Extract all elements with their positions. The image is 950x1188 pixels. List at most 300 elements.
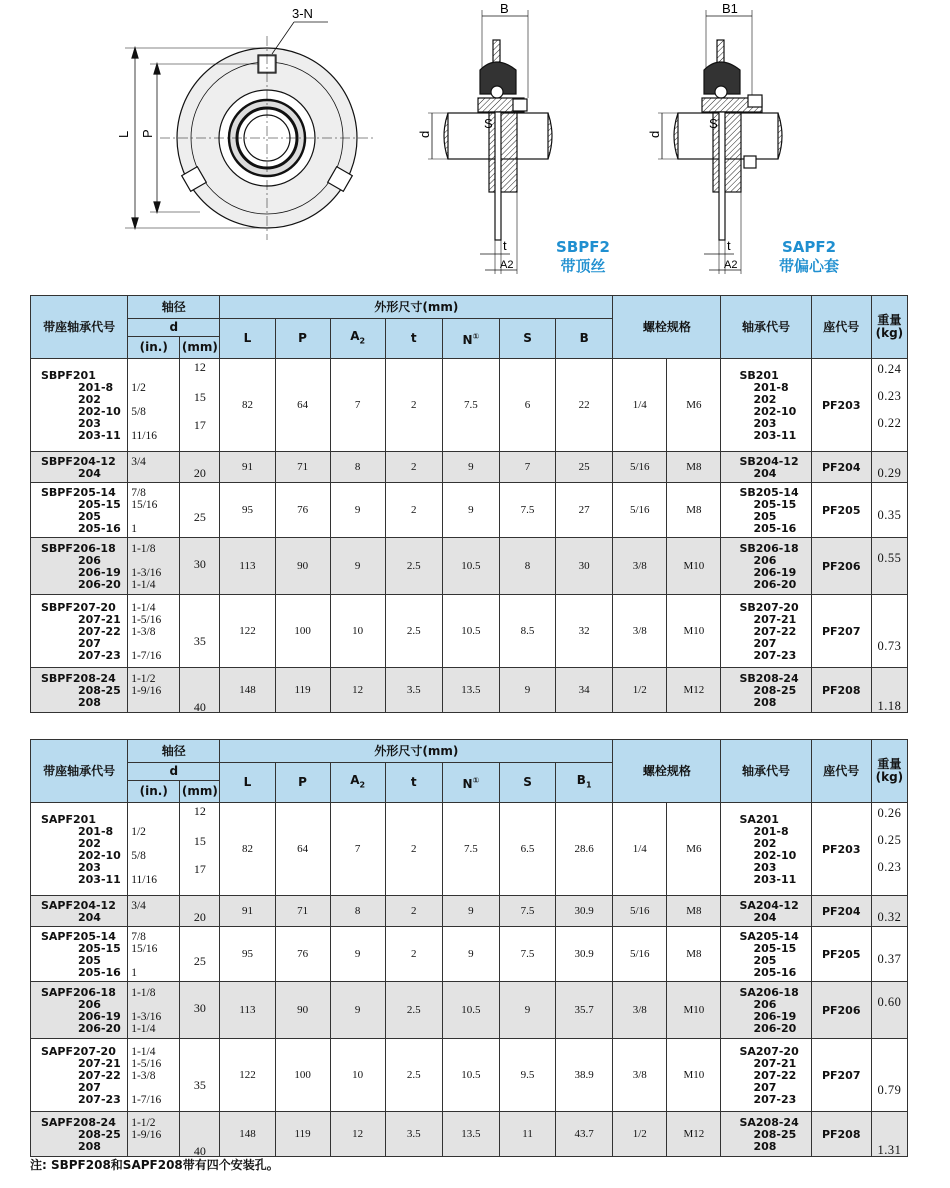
header-a2: $A_2$ <box>330 763 385 803</box>
dim-p: 71 <box>275 452 330 483</box>
code-line: 205 <box>78 510 101 523</box>
bolt-metric: M10 <box>667 538 721 595</box>
cell-code <box>31 1039 128 1112</box>
dim-n: 9 <box>442 452 499 483</box>
cell-mm <box>180 483 220 538</box>
code-line: 207-22 <box>78 625 121 638</box>
dim-t: 2.5 <box>385 1039 442 1112</box>
cell-bearing <box>721 483 811 538</box>
seat-code: PF207 <box>811 595 871 668</box>
dim-l: 113 <box>220 538 275 595</box>
seat-code: PF203 <box>811 359 871 452</box>
dim-t: 2.5 <box>385 538 442 595</box>
weight-value: 1.18 <box>877 699 902 713</box>
cell-code <box>31 803 128 896</box>
cell-mm <box>180 452 220 483</box>
bearing-line: SA205-14 <box>739 929 799 943</box>
mm-list <box>180 483 219 537</box>
bearing-list <box>721 600 810 662</box>
dim-p: 100 <box>275 595 330 668</box>
mm-value: 17 <box>193 418 206 432</box>
mm-value: 20 <box>193 910 206 924</box>
dim-b: 34 <box>556 668 613 713</box>
cell-weight <box>871 982 907 1039</box>
label-a2-sapf: A2 <box>724 259 738 271</box>
code-line: 202 <box>78 836 101 850</box>
cell-weight <box>871 538 907 595</box>
code-line: 207-22 <box>78 1068 121 1082</box>
mm-list <box>180 359 219 451</box>
bearing-list <box>721 671 810 709</box>
header-b1: $B_1$ <box>556 763 613 803</box>
code-line: SAPF206-18 <box>41 985 116 999</box>
inch-value <box>128 468 179 480</box>
mm-value: 12 <box>193 804 206 818</box>
bolt-metric: M6 <box>667 359 721 452</box>
bearing-line: 201-8 <box>753 824 789 838</box>
table-row <box>31 538 908 595</box>
inch-value: 15/16 <box>131 499 158 511</box>
dim-l: 91 <box>220 452 275 483</box>
label-a2-sbpf: A2 <box>500 259 514 271</box>
inch-value: 1 <box>131 966 137 979</box>
dim-n: 7.5 <box>442 359 499 452</box>
cell-inch <box>128 1039 180 1112</box>
bearing-line: 208 <box>753 1139 777 1153</box>
dim-n: 13.5 <box>442 1112 499 1157</box>
dim-l: 122 <box>220 1039 275 1112</box>
cell-bearing <box>721 1112 811 1157</box>
table-row <box>31 359 908 452</box>
table-row <box>31 452 908 483</box>
code-line: 206 <box>78 554 101 567</box>
dim-t: 2.5 <box>385 982 442 1039</box>
code-line: 207-23 <box>78 1092 121 1106</box>
inch-value: 1-7/16 <box>131 650 162 662</box>
inch-value: 11/16 <box>131 430 157 442</box>
dim-t: 2 <box>385 452 442 483</box>
cell-mm <box>180 927 220 982</box>
dim-n: 10.5 <box>442 1039 499 1112</box>
bolt-metric: M8 <box>667 896 721 927</box>
code-line: 206-19 <box>78 566 121 579</box>
inch-value: 7/8 <box>131 930 146 943</box>
cell-inch <box>128 359 180 452</box>
dim-t: 2 <box>385 483 442 538</box>
cell-weight <box>871 1039 907 1112</box>
inch-value <box>128 370 179 382</box>
bolt-inch: 3/8 <box>613 982 667 1039</box>
cell-bearing <box>721 896 811 927</box>
dim-p: 64 <box>275 803 330 896</box>
sapf-title <box>766 238 852 276</box>
table-row <box>31 927 908 982</box>
seat-code: PF203 <box>811 803 871 896</box>
label-d-sbpf: d <box>417 130 432 138</box>
bearing-line: 206 <box>753 997 777 1011</box>
header-s: S <box>499 763 555 803</box>
bolt-metric: M8 <box>667 483 721 538</box>
header-code: 带座轴承代号 <box>31 740 128 803</box>
header-seat: 座代号 <box>811 296 871 359</box>
bearing-line: 207-21 <box>753 613 797 626</box>
weight-list <box>872 1112 907 1156</box>
bearing-line: 202-10 <box>753 848 797 862</box>
inch-value <box>128 638 179 650</box>
inch-value: 1-1/4 <box>131 579 156 591</box>
cell-mm <box>180 1039 220 1112</box>
label-t-sbpf: t <box>503 238 507 253</box>
header-d: d <box>128 319 220 337</box>
header-n <box>442 763 499 803</box>
bearing-line: 203 <box>753 417 777 430</box>
table-row <box>31 595 908 668</box>
label-l: L <box>116 130 131 138</box>
dim-p: 76 <box>275 927 330 982</box>
bearing-line: 206-20 <box>753 1021 797 1035</box>
dim-n: 9 <box>442 896 499 927</box>
header-weight: 重量(kg) <box>871 740 907 803</box>
inch-value: 1-5/16 <box>131 1057 162 1070</box>
table-row <box>31 803 908 896</box>
bolt-metric: M10 <box>667 1039 721 1112</box>
dim-t: 3.5 <box>385 668 442 713</box>
bearing-line: SA201 <box>739 812 779 826</box>
bolt-metric: M8 <box>667 452 721 483</box>
code-list <box>31 368 127 442</box>
inch-value <box>128 862 179 874</box>
header-n <box>442 319 499 359</box>
cell-mm <box>180 668 220 713</box>
weight-list <box>872 803 907 895</box>
mm-list <box>180 1039 219 1111</box>
inch-value <box>128 814 179 826</box>
dim-a2: 9 <box>330 538 385 595</box>
bolt-inch: 3/8 <box>613 538 667 595</box>
dim-s: 9 <box>499 668 555 713</box>
code-line: SAPF208-24 <box>41 1115 116 1129</box>
code-line: 206-19 <box>78 1009 121 1023</box>
code-line: 204 <box>78 910 101 924</box>
dim-n: 10.5 <box>442 538 499 595</box>
label-s-sbpf: S <box>484 116 493 131</box>
bearing-line: SB208-24 <box>739 672 799 685</box>
header-weight: 重量(kg) <box>871 296 907 359</box>
header-inch: (in.) <box>128 781 180 803</box>
cell-mm <box>180 803 220 896</box>
code-list <box>31 1045 127 1106</box>
code-line: SBPF206-18 <box>41 542 116 555</box>
bearing-line: 202 <box>753 393 777 406</box>
seat-code: PF208 <box>811 1112 871 1157</box>
inch-value: 1-1/4 <box>131 1022 156 1035</box>
code-line: SAPF207-20 <box>41 1044 116 1058</box>
code-list <box>31 813 127 886</box>
bearing-list <box>721 541 810 591</box>
cell-weight <box>871 483 907 538</box>
code-list <box>31 986 127 1035</box>
bearing-line: SA208-24 <box>739 1115 799 1129</box>
cell-weight <box>871 803 907 896</box>
cell-code <box>31 483 128 538</box>
inch-value: 1-9/16 <box>131 1128 162 1141</box>
dim-n: 9 <box>442 483 499 538</box>
cell-weight <box>871 452 907 483</box>
inch-value: 1 <box>131 523 137 535</box>
seat-code: PF205 <box>811 927 871 982</box>
inch-list <box>128 485 179 535</box>
dim-l: 82 <box>220 803 275 896</box>
flange-front-view <box>125 22 374 240</box>
code-line: 206 <box>78 997 101 1011</box>
cell-bearing <box>721 982 811 1039</box>
label-p: P <box>140 129 155 138</box>
dim-a2: 7 <box>330 359 385 452</box>
code-line: 207-21 <box>78 1056 121 1070</box>
inch-list <box>128 600 179 662</box>
inch-value: 5/8 <box>131 849 146 862</box>
inch-value: 1-1/4 <box>131 1045 156 1058</box>
bolt-metric: M10 <box>667 595 721 668</box>
bearing-line: SB204-12 <box>739 455 799 468</box>
bearing-line: 203-11 <box>753 429 797 442</box>
inch-value: 3/4 <box>131 899 146 912</box>
mm-list <box>180 668 219 712</box>
bearing-line: 205-15 <box>753 941 797 955</box>
cell-bearing <box>721 452 811 483</box>
mm-value: 20 <box>193 466 206 480</box>
inch-list <box>128 671 179 709</box>
inch-value: 3/4 <box>131 456 146 468</box>
sbpf-table-body <box>31 359 908 713</box>
bearing-line: SB207-20 <box>739 601 799 614</box>
code-list <box>31 899 127 924</box>
header-inch: (in.) <box>128 337 180 359</box>
header-dims: 外形尺寸(mm) <box>220 296 613 319</box>
cell-mm <box>180 1112 220 1157</box>
mm-list <box>180 803 219 895</box>
cell-inch <box>128 483 180 538</box>
inch-value: 1-7/16 <box>131 1093 162 1106</box>
dim-s: 11 <box>499 1112 555 1157</box>
header-code: 带座轴承代号 <box>31 296 128 359</box>
header-mm: (mm) <box>180 781 220 803</box>
bearing-line: 201-8 <box>753 381 789 394</box>
weight-value: 0.24 <box>877 362 902 376</box>
code-line: 207 <box>78 637 101 650</box>
bearing-line: 207 <box>753 1080 777 1094</box>
code-list <box>31 1116 127 1153</box>
header-l: L <box>220 319 275 359</box>
dim-l: 122 <box>220 595 275 668</box>
header-bearing: 轴承代号 <box>721 296 811 359</box>
inch-list <box>128 1045 179 1106</box>
cell-inch <box>128 538 180 595</box>
sbpf-spec-table <box>30 295 908 713</box>
bearing-line: SB205-14 <box>739 486 799 499</box>
header-t: t <box>385 763 442 803</box>
weight-list <box>872 896 907 926</box>
bearing-line: 207-22 <box>753 625 797 638</box>
weight-value: 0.35 <box>877 508 902 522</box>
mm-value: 40 <box>193 1144 206 1158</box>
label-d-sapf: d <box>647 130 662 138</box>
code-line: SBPF207-20 <box>41 601 116 614</box>
weight-value: 0.79 <box>877 1083 902 1097</box>
inch-list <box>128 813 179 886</box>
sbpf-side-view <box>428 10 552 274</box>
inch-value: 1-3/8 <box>131 1069 156 1082</box>
dim-l: 148 <box>220 668 275 713</box>
table-row <box>31 668 908 713</box>
cell-bearing <box>721 668 811 713</box>
cell-mm <box>180 896 220 927</box>
mm-list <box>180 896 219 926</box>
bolt-inch: 1/2 <box>613 668 667 713</box>
inch-value: 1-3/16 <box>131 567 162 579</box>
sbpf-title <box>548 238 618 276</box>
weight-value: 0.25 <box>877 833 902 847</box>
inch-value: 1-1/8 <box>131 986 156 999</box>
weight-value: 0.23 <box>877 389 902 403</box>
table-row <box>31 896 908 927</box>
code-line: 202-10 <box>78 405 121 418</box>
mm-value: 15 <box>193 834 206 848</box>
cell-inch <box>128 668 180 713</box>
inch-value: 1-3/16 <box>131 1010 162 1023</box>
bolt-inch: 1/2 <box>613 1112 667 1157</box>
cell-code <box>31 452 128 483</box>
weight-list <box>872 1039 907 1111</box>
footnote: 注: SBPF208和SAPF208带有四个安装孔。 <box>30 1158 279 1172</box>
code-line: SAPF204-12 <box>41 898 116 912</box>
inch-value: 1-1/2 <box>131 673 156 685</box>
inch-value <box>128 511 179 523</box>
bearing-line: 204 <box>753 910 777 924</box>
mm-list <box>180 452 219 482</box>
dim-s: 7.5 <box>499 483 555 538</box>
dim-p: 119 <box>275 1112 330 1157</box>
code-line: 208 <box>78 696 101 709</box>
mm-value: 40 <box>193 700 206 714</box>
cell-inch <box>128 896 180 927</box>
label-b1: B1 <box>722 1 738 16</box>
code-line: 205 <box>78 953 101 967</box>
mm-list <box>180 982 219 1038</box>
dim-l: 148 <box>220 1112 275 1157</box>
inch-value: 1-1/8 <box>131 543 156 555</box>
table-row <box>31 1112 908 1157</box>
code-line: 204 <box>78 467 101 480</box>
bearing-line: 202-10 <box>753 405 797 418</box>
inch-value <box>128 912 179 924</box>
code-line: 202-10 <box>78 848 121 862</box>
code-line: SAPF201 <box>41 812 96 826</box>
code-line: 203 <box>78 417 101 430</box>
cell-inch <box>128 927 180 982</box>
cell-code <box>31 668 128 713</box>
dim-a2: 12 <box>330 1112 385 1157</box>
header-p: P <box>275 763 330 803</box>
bearing-line: 206-20 <box>753 578 797 591</box>
bearing-line: 203-11 <box>753 872 797 886</box>
cell-code <box>31 538 128 595</box>
inch-value: 7/8 <box>131 487 146 499</box>
seat-code: PF207 <box>811 1039 871 1112</box>
header-s: S <box>499 319 555 359</box>
mm-value: 12 <box>193 360 206 374</box>
seat-code: PF208 <box>811 668 871 713</box>
bearing-line: 207-21 <box>753 1056 797 1070</box>
mm-list <box>180 927 219 981</box>
label-s-sapf: S <box>709 116 718 131</box>
bearing-list <box>721 986 810 1035</box>
cell-weight <box>871 668 907 713</box>
header-l: L <box>220 763 275 803</box>
seat-code: PF206 <box>811 538 871 595</box>
dim-b: 27 <box>556 483 613 538</box>
dim-s: 6.5 <box>499 803 555 896</box>
cell-mm <box>180 538 220 595</box>
weight-value: 0.32 <box>877 910 902 924</box>
mm-list <box>180 538 219 594</box>
cell-bearing <box>721 359 811 452</box>
cell-weight <box>871 896 907 927</box>
dim-p: 100 <box>275 1039 330 1112</box>
bolt-metric: M10 <box>667 982 721 1039</box>
dim-b: 32 <box>556 595 613 668</box>
bearing-line: 205-16 <box>753 965 797 979</box>
cell-inch <box>128 982 180 1039</box>
code-line: 201-8 <box>78 381 114 394</box>
bearing-line: SA206-18 <box>739 985 799 999</box>
bolt-inch: 5/16 <box>613 896 667 927</box>
dim-l: 113 <box>220 982 275 1039</box>
inch-value: 5/8 <box>131 406 146 418</box>
code-line: SBPF201 <box>41 369 96 382</box>
code-line: 202 <box>78 393 101 406</box>
bolt-inch: 3/8 <box>613 595 667 668</box>
dim-s: 9 <box>499 982 555 1039</box>
dim-b: 38.9 <box>556 1039 613 1112</box>
inch-value <box>128 1141 179 1153</box>
dim-a2: 10 <box>330 595 385 668</box>
inch-value <box>128 555 179 567</box>
table-row <box>31 982 908 1039</box>
dim-s: 8.5 <box>499 595 555 668</box>
dim-s: 9.5 <box>499 1039 555 1112</box>
bearing-line: SB206-18 <box>739 542 799 555</box>
code-list <box>31 600 127 662</box>
dim-n: 10.5 <box>442 595 499 668</box>
inch-list <box>128 986 179 1035</box>
mm-value: 30 <box>193 557 206 571</box>
bolt-inch: 1/4 <box>613 359 667 452</box>
header-n-footnote: ① <box>472 332 480 341</box>
dim-n: 7.5 <box>442 803 499 896</box>
code-line: 205-16 <box>78 965 121 979</box>
dim-a2: 8 <box>330 896 385 927</box>
code-line: 203-11 <box>78 429 121 442</box>
table-row <box>31 1039 908 1112</box>
bearing-line: 203 <box>753 860 777 874</box>
header-n-letter: N <box>462 777 473 791</box>
header-mm: (mm) <box>180 337 220 359</box>
cell-inch <box>128 452 180 483</box>
dim-l: 95 <box>220 483 275 538</box>
mm-value: 25 <box>193 510 206 524</box>
dim-b: 35.7 <box>556 982 613 1039</box>
